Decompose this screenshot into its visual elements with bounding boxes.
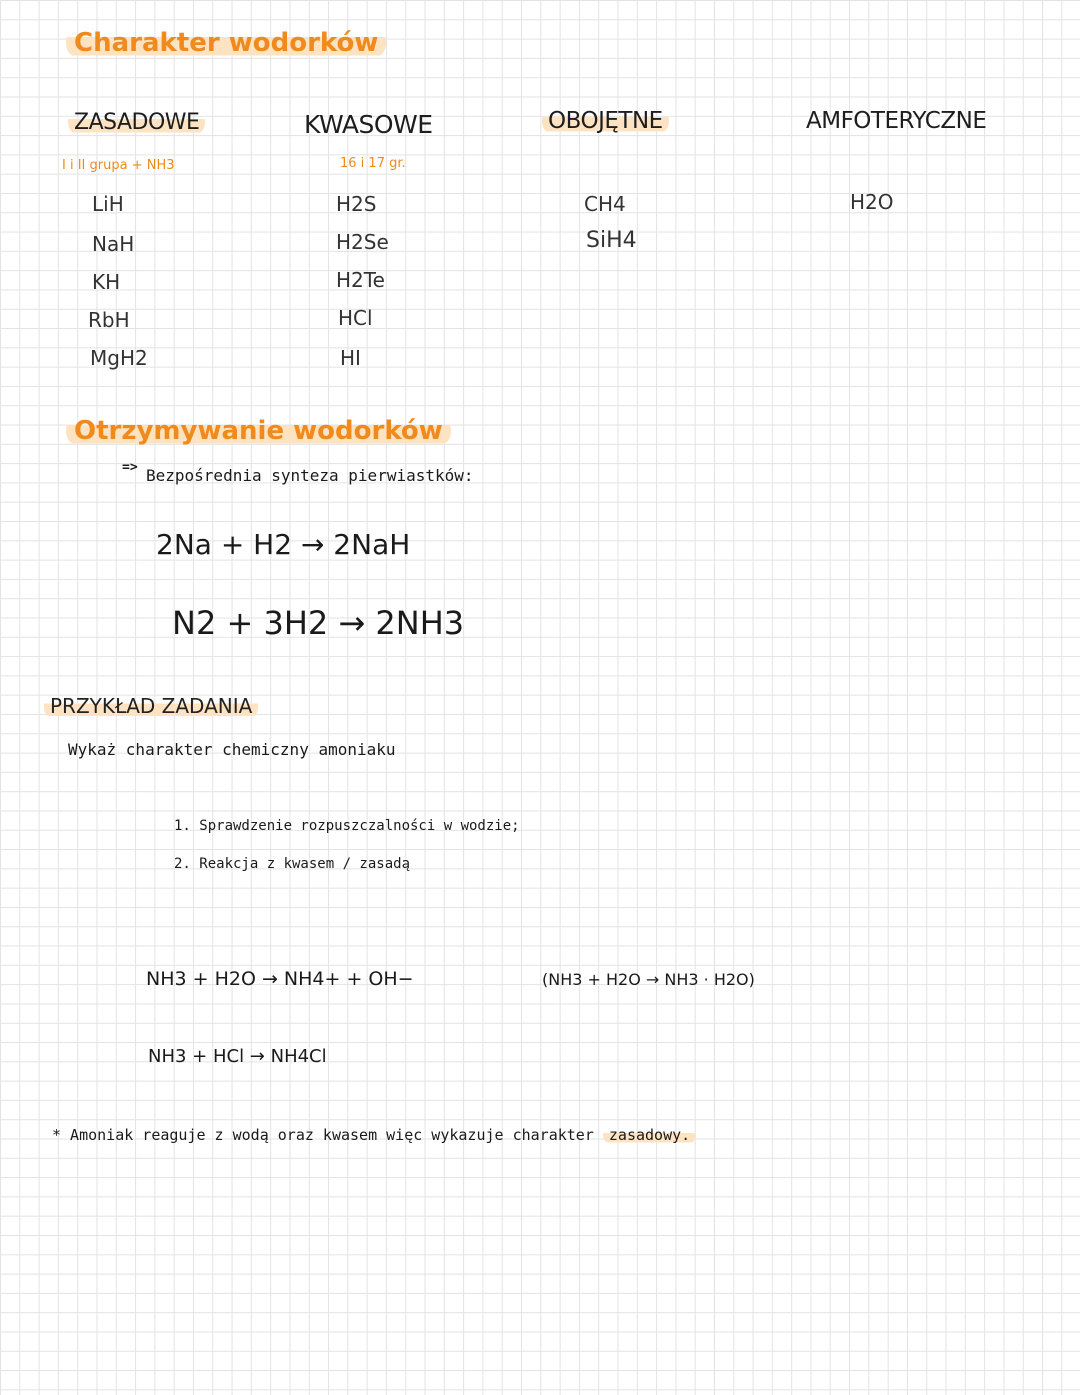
reaction-hydrate: (NH3 + H2O → NH3 · H2O)	[542, 970, 755, 989]
method-text: Bezpośrednia synteza pierwiastków:	[146, 466, 474, 485]
zasadowe-item: LiH	[92, 192, 124, 216]
reaction-water: NH3 + H2O → NH4+ + OH−	[146, 968, 414, 990]
conclusion-highlight: zasadowy.	[603, 1126, 696, 1144]
note-zasadowe: I i II grupa + NH3	[62, 158, 175, 173]
kwasowe-item: HCl	[338, 306, 373, 330]
step-1: 1. Sprawdzenie rozpuszczalności w wodzie;	[174, 818, 520, 834]
step-2: 2. Reakcja z kwasem / zasadą	[174, 856, 411, 872]
kwasowe-item: HI	[340, 346, 361, 370]
obojetne-item: CH4	[584, 192, 626, 216]
zasadowe-item: MgH2	[90, 346, 148, 370]
page-title: Charakter wodorków	[66, 28, 386, 58]
kwasowe-item: H2S	[336, 192, 377, 216]
zasadowe-item: RbH	[88, 308, 130, 332]
section-title-otrzymywanie: Otrzymywanie wodorków	[66, 416, 451, 446]
equation-nah: 2Na + H2 → 2NaH	[156, 528, 411, 561]
kwasowe-item: H2Te	[336, 268, 385, 292]
kwasowe-item: H2Se	[336, 230, 389, 254]
arrow-bullet: =>	[122, 460, 138, 475]
example-heading: PRZYKŁAD ZADANIA	[44, 694, 258, 718]
note-kwasowe: 16 i 17 gr.	[340, 156, 406, 171]
conclusion	[52, 1126, 696, 1144]
conclusion-text: * Amoniak reaguje z wodą oraz kwasem więc wykazuje charakter	[52, 1126, 594, 1144]
heading-amfoteryczne: AMFOTERYCZNE	[806, 108, 987, 134]
heading-obojetne: OBOJĘTNE	[542, 108, 669, 134]
reaction-hcl: NH3 + HCl → NH4Cl	[148, 1046, 327, 1067]
example-task: Wykaż charakter chemiczny amoniaku	[68, 740, 396, 759]
zasadowe-item: NaH	[92, 232, 135, 256]
heading-kwasowe: KWASOWE	[304, 110, 433, 139]
heading-zasadowe: ZASADOWE	[68, 110, 205, 135]
equation-nh3: N2 + 3H2 → 2NH3	[172, 604, 465, 642]
amfoteryczne-item: H2O	[850, 190, 894, 214]
zasadowe-item: KH	[92, 270, 121, 294]
obojetne-item: SiH4	[586, 228, 637, 253]
